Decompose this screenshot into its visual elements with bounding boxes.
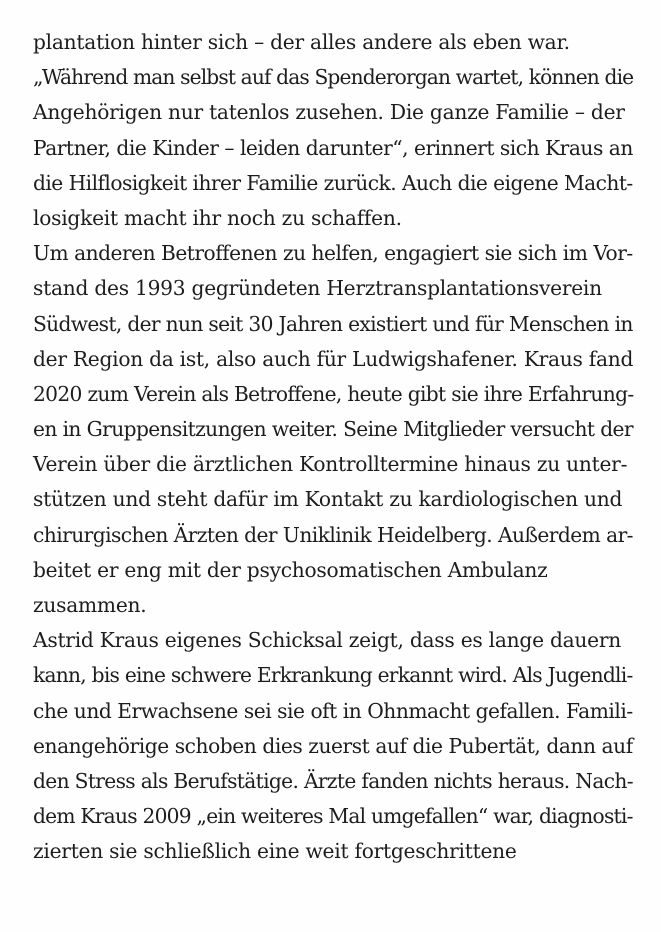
text-line: Angehörigen nur tatenlos zusehen. Die ganze Familie – der bbox=[33, 100, 625, 125]
text-line: enangehörige schoben dies zuerst auf die Pubertät, dann auf bbox=[33, 733, 633, 758]
text-line: 2020 zum Verein als Betroffene, heute gibt sie ihre Erfahrung- bbox=[33, 381, 634, 406]
text-line: chirurgischen Ärzten der Uniklinik Heidelberg. Außerdem ar- bbox=[33, 522, 633, 547]
text-line: zusammen. bbox=[33, 593, 147, 617]
text-line: che und Erwachsene sei sie oft in Ohnmacht gefallen. Famili- bbox=[33, 698, 633, 723]
text-line: Um anderen Betroffenen zu helfen, engagiert sie sich im Vor- bbox=[33, 241, 633, 266]
text-line: der Region da ist, also auch für Ludwigshafener. Kraus fand bbox=[33, 346, 634, 371]
text-line: „Während man selbst auf das Spenderorgan wartet, können die bbox=[33, 65, 634, 90]
text-line: en in Gruppensitzungen weiter. Seine Mitglieder versucht der bbox=[33, 417, 633, 442]
text-line: plantation hinter sich – der alles andere als eben war. bbox=[33, 30, 570, 54]
text-line: zierten sie schließlich eine weit fortgeschrittene bbox=[33, 839, 517, 864]
text-line: den Stress als Berufstätige. Ärzte fanden nichts heraus. Nach- bbox=[33, 768, 633, 793]
text-line: losigkeit macht ihr noch zu schaffen. bbox=[33, 205, 402, 230]
article-text bbox=[33, 25, 633, 870]
text-line: Partner, die Kinder – leiden darunter“, erinnert sich Kraus an bbox=[33, 135, 633, 160]
text-line: stand des 1993 gegründeten Herztransplantationsverein bbox=[33, 276, 602, 301]
text-line: dem Kraus 2009 „ein weiteres Mal umgefallen“ war, diagnosti- bbox=[33, 804, 633, 829]
text-line: beitet er eng mit der psychosomatischen Ambulanz bbox=[33, 557, 548, 582]
text-line: Verein über die ärztlichen Kontrolltermine hinaus zu unter- bbox=[33, 452, 628, 477]
text-line: Südwest, der nun seit 30 Jahren existiert und für Menschen in bbox=[33, 311, 633, 336]
text-line: kann, bis eine schwere Erkrankung erkannt wird. Als Jugendli- bbox=[33, 663, 633, 688]
text-line: die Hilflosigkeit ihrer Familie zurück. Auch die eigene Macht- bbox=[33, 170, 633, 195]
text-line: stützen und steht dafür im Kontakt zu kardiologischen und bbox=[33, 487, 623, 512]
text-line: Astrid Kraus eigenes Schicksal zeigt, dass es lange dauern bbox=[33, 628, 622, 653]
